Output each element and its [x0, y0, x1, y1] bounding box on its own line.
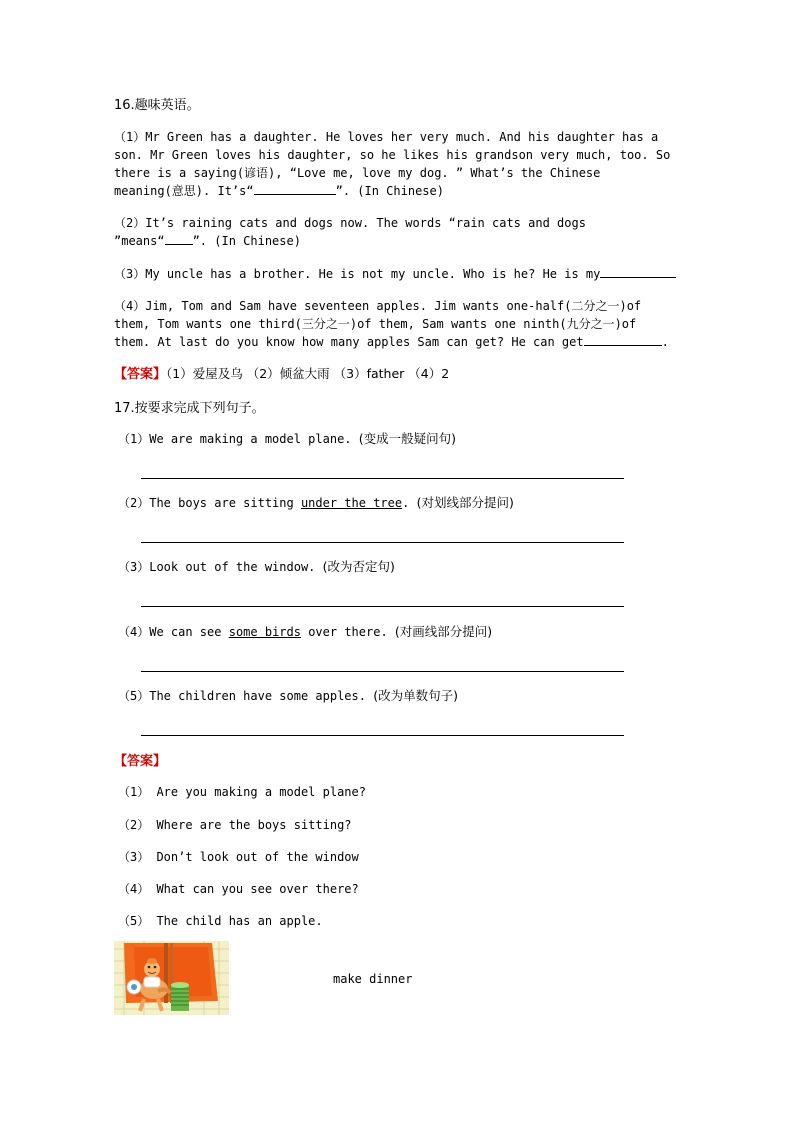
q16-p4-line3-end: .: [661, 335, 669, 349]
q17-answer-2: （2） Where are the boys sitting?: [118, 818, 352, 832]
q17-answer-3: （3） Don’t look out of the window: [118, 850, 359, 864]
q16-p1-line3: there is a saying(谚语), “Love me, love my dog. ” What’s the Chinese: [114, 166, 601, 180]
q17-item-4-sentence-end: over there.: [300, 625, 395, 639]
q17-item-4-sentence: We can see: [149, 625, 229, 639]
q17-item-2-underlined: under the tree: [300, 496, 403, 510]
q16-answer-text: （1）爱屋及乌 （2）倾盆大雨 （3）father （4）2: [166, 366, 450, 381]
q16-p1-line4-end: ”. (In Chinese): [335, 184, 444, 198]
q17-item-2-answer-line[interactable]: [141, 542, 624, 543]
q17-item-5-hint: (改为单数句子): [373, 688, 458, 703]
q17-item-3-sentence: Look out of the window.: [149, 560, 323, 574]
q16-p1-line4-start: meaning(意思). It’s“: [114, 184, 254, 198]
q16-p2-line2-start: ”means“: [114, 234, 165, 248]
q17-item-2-num: （2）: [118, 496, 150, 510]
q17-item-5-num: （5）: [118, 689, 150, 703]
q16-p2-line1: （2）It’s raining cats and dogs now. The words “rain cats and dogs: [114, 216, 586, 230]
q16-answer: [114, 365, 449, 384]
q16-p4-line1: （4）Jim, Tom and Sam have seventeen apples. Jim wants one-half(二分之一)of: [114, 299, 642, 313]
q17-answer-4: （4） What can you see over there?: [118, 882, 359, 896]
q16-p1-line2: son. Mr Green loves his daughter, so he likes his grandson very much, too. So: [114, 148, 671, 162]
q16-p2-line2: [114, 232, 301, 250]
q17-item-4: [118, 623, 492, 641]
q16-p4-line3-start: them. At last do you know how many apples Sam can get? He can get: [114, 335, 584, 349]
q16-title: 16.趣味英语。: [114, 98, 200, 113]
q16-p2-answer-blank[interactable]: [165, 232, 193, 245]
q17-item-1: [118, 430, 456, 448]
q17-item-5-sentence: The children have some apples.: [149, 689, 374, 703]
q17-answer-5: （5） The child has an apple.: [118, 914, 323, 928]
q16-p1-answer-blank[interactable]: [254, 182, 336, 195]
q17-item-3-num: （3）: [118, 560, 150, 574]
q16-p4-answer-blank[interactable]: [584, 333, 662, 346]
q17-item-3-hint: (改为否定句): [322, 559, 395, 574]
q17-item-2: [118, 494, 514, 512]
q17-item-1-num: （1）: [118, 432, 150, 446]
q16-answer-tag: 【答案】: [114, 367, 167, 382]
image-caption: make dinner: [333, 972, 413, 986]
q17-item-3-answer-line[interactable]: [141, 606, 624, 607]
q17-item-1-sentence: We are making a model plane.: [149, 432, 359, 446]
q17-item-2-sentence-end: .: [402, 496, 417, 510]
q17-item-2-hint: (对划线部分提问): [416, 495, 514, 510]
q17-item-3: [118, 558, 395, 576]
q16-p4-line3: [114, 333, 669, 351]
q16-p1-line4: [114, 182, 444, 200]
q17-item-2-sentence: The boys are sitting: [149, 496, 301, 510]
q17-item-5-answer-line[interactable]: [141, 735, 624, 736]
q16-p3-answer-blank[interactable]: [600, 265, 676, 278]
q17-item-5: [118, 687, 458, 705]
q16-p3-line1: [114, 265, 676, 283]
q17-answer-tag: 【答案】: [114, 754, 167, 769]
q17-item-4-answer-line[interactable]: [141, 671, 624, 672]
q17-item-1-hint: (变成一般疑问句): [358, 431, 457, 446]
q16-p1-line1: （1）Mr Green has a daughter. He loves her very much. And his daughter has a: [114, 130, 659, 144]
q16-p4-line2: them, Tom wants one third(三分之一)of them, Sam wants one ninth(九分之一)of: [114, 317, 637, 331]
q17-answer-1: （1） Are you making a model plane?: [118, 785, 366, 799]
q17-item-4-underlined: some birds: [228, 625, 301, 639]
q16-p2-line2-end: ”. (In Chinese): [192, 234, 301, 248]
cooking-illustration: [114, 941, 229, 1015]
q17-item-4-num: （4）: [118, 625, 150, 639]
q17-item-1-answer-line[interactable]: [141, 478, 624, 479]
q17-title: 17.按要求完成下列句子。: [114, 401, 265, 416]
q16-p3-text: （3）My uncle has a brother. He is not my uncle. Who is he? He is my: [114, 267, 601, 281]
q17-item-4-hint: (对画线部分提问): [394, 624, 493, 639]
cooking-illustration-svg: [114, 941, 229, 1015]
